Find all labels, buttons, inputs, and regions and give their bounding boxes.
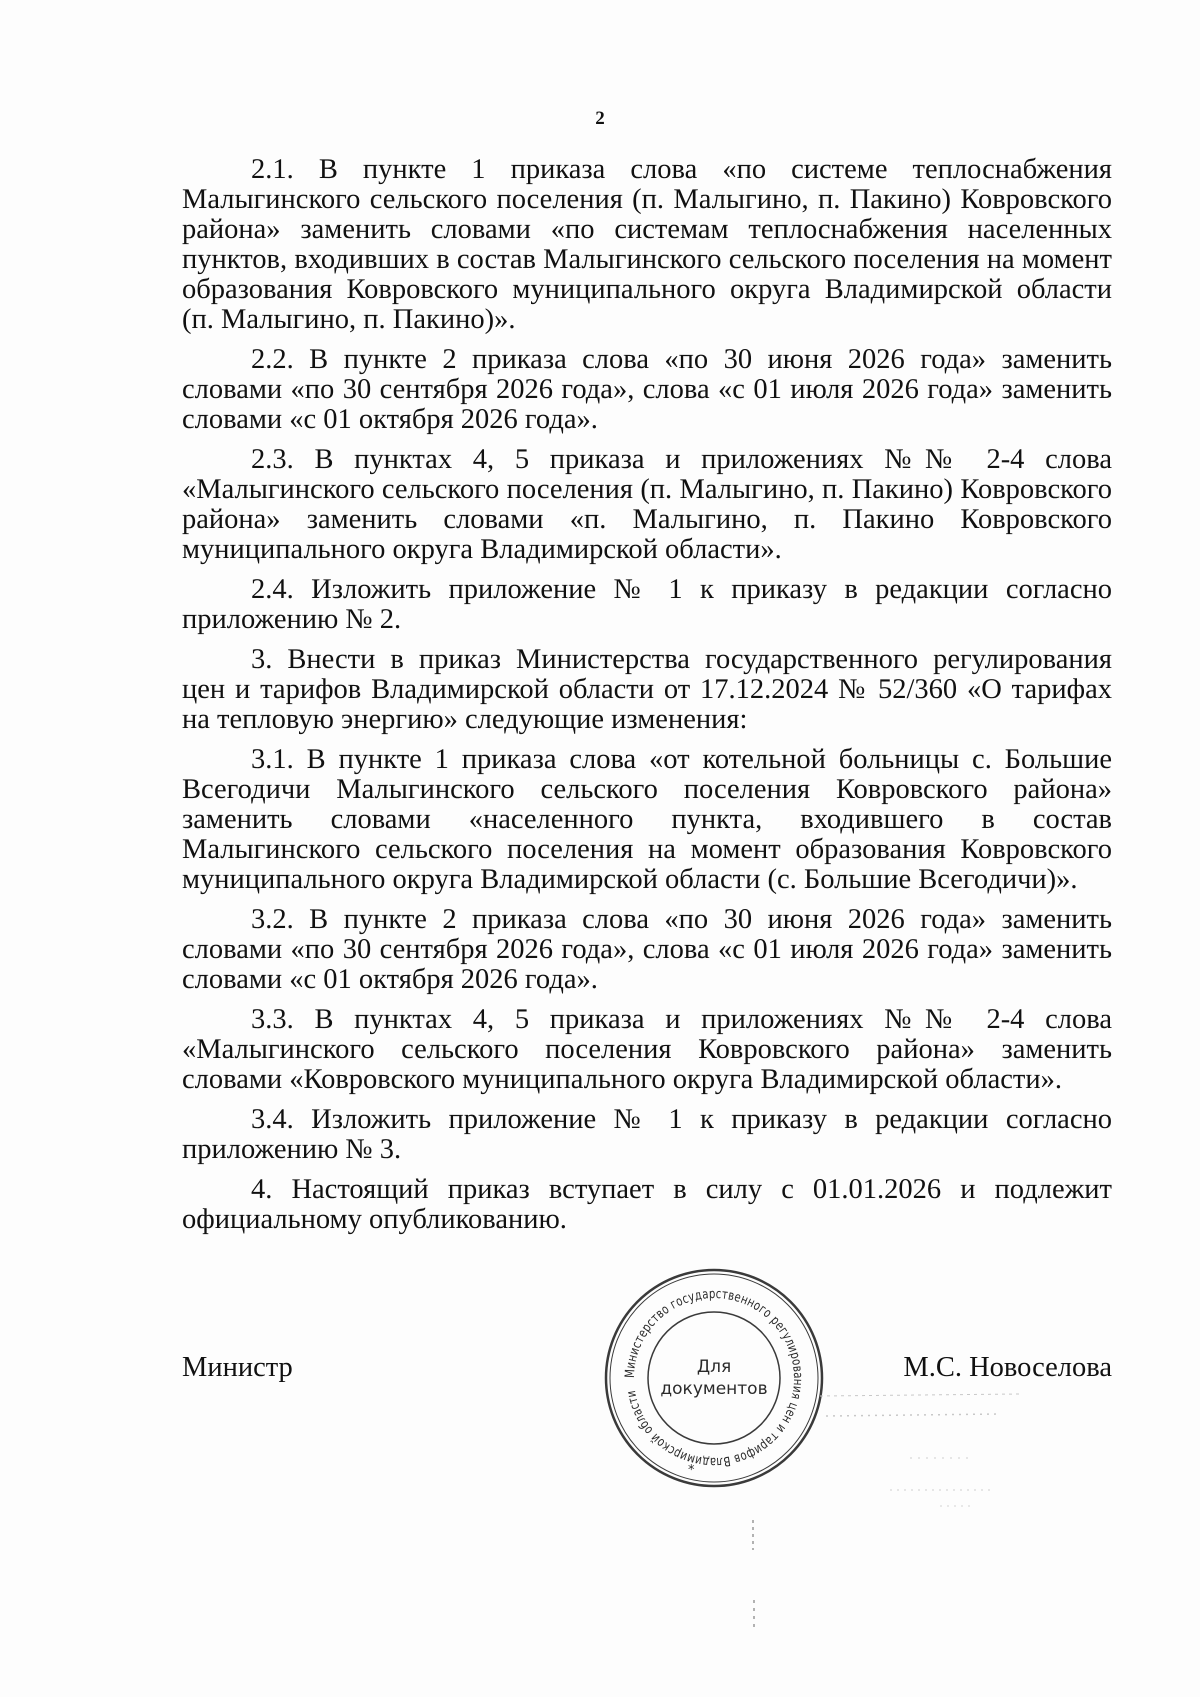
paragraph-3-1: 3.1. В пункте 1 приказа слова «от котельной больницы с. Большие Всегодичи Малыгинского сельского поселения Ковровского района» заменить словами «населенного пункта, входившего в состав Малыгинского сельского поселения на момент образования Ковровского муниципального округа Владимирской области (с. Большие Всегодичи)». bbox=[182, 744, 1112, 895]
paragraph-2-2: 2.2. В пункте 2 приказа слова «по 30 июня 2026 года» заменить словами «по 30 сентября 2026 года», слова «с 01 июля 2026 года» заменить словами «с 01 октября 2026 года». bbox=[182, 344, 1112, 435]
stamp-center-line1: Для bbox=[696, 1357, 732, 1377]
stamp-inner-ring bbox=[648, 1312, 780, 1444]
stamp-outer-ring bbox=[606, 1270, 822, 1486]
stamp-center-line2: документов bbox=[660, 1379, 768, 1399]
scan-noise-line bbox=[826, 1414, 1000, 1416]
page-number: 2 bbox=[595, 108, 605, 129]
document-body bbox=[182, 155, 1112, 1245]
signatory-title: Министр bbox=[182, 1352, 293, 1383]
stamp-ring-textpath: Министерство государственного регулирования цен и тарифов Владимирской области bbox=[622, 1286, 806, 1470]
stamp-seal bbox=[600, 1264, 828, 1492]
paragraph-2-1: 2.1. В пункте 1 приказа слова «по системе теплоснабжения Малыгинского сельского поселения (п. Малыгино, п. Пакино) Ковровского района» заменить словами «по системам теплоснабжения населенных пунктов, входивших в состав Малыгинского сельского поселения на момент образования Ковровского муниципального округа Владимирской области (п. Малыгино, п. Пакино)». bbox=[182, 154, 1112, 335]
paragraph-3-4: 3.4. Изложить приложение № 1 к приказу в редакции согласно приложению № 3. bbox=[182, 1104, 1112, 1165]
official-stamp bbox=[600, 1264, 828, 1492]
stamp-star-icon: * bbox=[688, 1463, 695, 1478]
stamp-outer-ring-inner bbox=[610, 1274, 818, 1482]
scan-artifact-vertical bbox=[745, 1520, 765, 1660]
scan-artifacts bbox=[820, 1388, 1060, 1598]
paragraph-3: 3. Внести в приказ Министерства государственного регулирования цен и тарифов Владимирской области от 17.12.2024 № 52/360 «О тарифах на тепловую энергию» следующие изменения: bbox=[182, 644, 1112, 735]
paragraph-2-4: 2.4. Изложить приложение № 1 к приказу в редакции согласно приложению № 2. bbox=[182, 574, 1112, 635]
paragraph-4: 4. Настоящий приказ вступает в силу с 01.01.2026 и подлежит официальному опубликованию. bbox=[182, 1174, 1112, 1235]
stamp-ring-text bbox=[623, 1287, 805, 1469]
paragraph-3-2: 3.2. В пункте 2 приказа слова «по 30 июня 2026 года» заменить словами «по 30 сентября 2026 года», слова «с 01 июля 2026 года» заменить словами «с 01 октября 2026 года». bbox=[182, 904, 1112, 995]
paragraph-2-3: 2.3. В пунктах 4, 5 приказа и приложениях №№ 2-4 слова «Малыгинского сельского поселения (п. Малыгино, п. Пакино) Ковровского района» заменить словами «п. Малыгино, п. Пакино Ковровского муниципального округа Владимирской области». bbox=[182, 444, 1112, 565]
paragraph-3-3: 3.3. В пунктах 4, 5 приказа и приложениях №№ 2-4 слова «Малыгинского сельского поселения Ковровского района» заменить словами «Ковровского муниципального округа Владимирской области». bbox=[182, 1004, 1112, 1095]
signatory-name: М.С. Новоселова bbox=[903, 1352, 1112, 1383]
scan-noise-line bbox=[820, 1394, 1020, 1396]
